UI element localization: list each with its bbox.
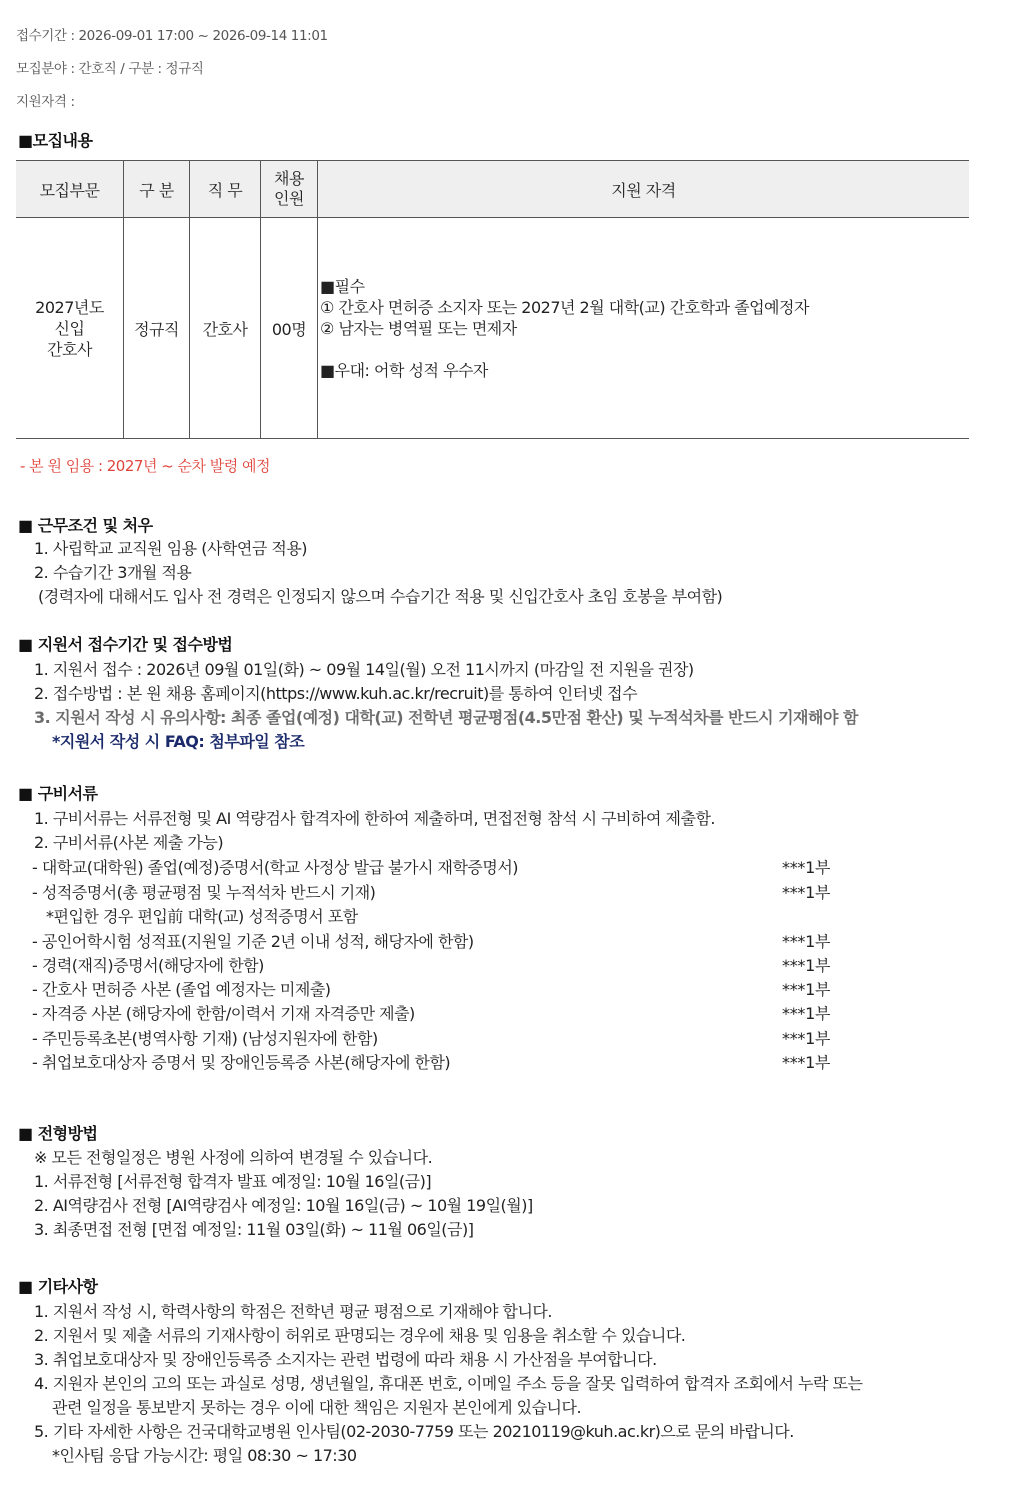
dept-line: 신입 [54, 318, 85, 338]
etc-item: 4. 지원자 본인의 고의 또는 과실로 성명, 생년월일, 휴대폰 번호, 이메일 주소 등을 잘못 입력하여 합격자 조회에서 누락 또는 [34, 1374, 863, 1393]
conditions-note: (경력자에 대해서도 입사 전 경력은 인정되지 않으며 수습기간 적용 및 신입간호사 초임 호봉을 부여함) [38, 587, 723, 606]
etc-item: 1. 지원서 작성 시, 학력사항의 학점은 전학년 평균 평점으로 기재해야 합니다. [34, 1302, 552, 1321]
application-period: 접수기간 : 2026-09-01 17:00 ~ 2026-09-14 11:01 [16, 28, 328, 44]
document-copies: ***1부 [782, 858, 831, 877]
cell-job: 간호사 [190, 218, 261, 439]
recruit-field: 모집분야 : 간호직 / 구분 : 정규직 [16, 61, 204, 77]
documents-intro: 1. 구비서류는 서류전형 및 AI 역량검사 합격자에 한하여 제출하며, 면접전형 참석 시 구비하여 제출함. [34, 809, 716, 828]
table-row [16, 218, 969, 439]
document-item: - 대학교(대학원) 졸업(예정)증명서(학교 사정상 발급 불가시 재학증명서) [32, 858, 519, 877]
cell-count: 00명 [261, 218, 318, 439]
appointment-note: - 본 원 임용 : 2027년 ~ 순차 발령 예정 [20, 457, 271, 475]
document-item: - 간호사 면허증 사본 (졸업 예정자는 미제출) [32, 980, 331, 999]
etc-item: 5. 기타 자세한 사항은 건국대학교병원 인사팀(02-2030-7759 또는 20210119@kuh.ac.kr)으로 문의 바랍니다. [34, 1422, 794, 1441]
recruit-section-title: ■모집내용 [18, 131, 93, 150]
etc-hours-note: *인사팀 응답 가능시간: 평일 08:30 ~ 17:30 [52, 1446, 357, 1465]
col-count-line1: 채용 [274, 169, 304, 188]
cell-type: 정규직 [124, 218, 190, 439]
selection-notice: ※ 모든 전형일정은 병원 사정에 의하여 변경될 수 있습니다. [34, 1148, 433, 1167]
application-title: ■ 지원서 접수기간 및 접수방법 [18, 635, 233, 654]
col-type: 구 분 [124, 161, 190, 218]
conditions-item: 1. 사립학교 교직원 임용 (사학연금 적용) [34, 539, 308, 558]
recruit-table [16, 160, 969, 439]
document-copies: ***1부 [782, 1053, 831, 1072]
col-job: 직 무 [190, 161, 261, 218]
documents-intro: 2. 구비서류(사본 제출 가능) [34, 833, 224, 852]
application-item: 2. 접수방법 : 본 원 채용 홈페이지(https://www.kuh.ac.kr/recruit)를 통하여 인터넷 접수 [34, 684, 638, 703]
application-item: 1. 지원서 접수 : 2026년 09월 01일(화) ~ 09월 14일(월) 오전 11시까지 (마감일 전 지원을 권장) [34, 660, 694, 679]
application-faq: *지원서 작성 시 FAQ: 첨부파일 참조 [52, 732, 305, 751]
etc-item-continued: 관련 일정을 통보받지 못하는 경우 이에 대한 책임은 지원자 본인에게 있습니다. [52, 1398, 582, 1417]
dept-line: 간호사 [47, 339, 92, 359]
qual-required-title: ■필수 [320, 276, 365, 296]
col-count [261, 161, 318, 218]
selection-item: 3. 최종면접 전형 [면접 예정일: 11월 03일(화) ~ 11월 06일(금)] [34, 1220, 474, 1239]
col-count-line2: 인원 [274, 189, 304, 208]
document-copies: ***1부 [782, 980, 831, 999]
document-copies: ***1부 [782, 1004, 831, 1023]
qual-preferred: ■우대: 어학 성적 우수자 [320, 360, 488, 380]
document-item: - 공인어학시험 성적표(지원일 기준 2년 이내 성적, 해당자에 한함) [32, 932, 474, 951]
cell-dept [16, 218, 124, 439]
qual-item: ② 남자는 병역필 또는 면제자 [320, 318, 517, 338]
col-qualification: 지원 자격 [318, 161, 970, 218]
etc-item: 3. 취업보호대상자 및 장애인등록증 소지자는 관련 법령에 따라 채용 시 가산점을 부여합니다. [34, 1350, 657, 1369]
document-subnote: *편입한 경우 편입前 대학(교) 성적증명서 포함 [46, 907, 358, 926]
qual-item: ① 간호사 면허증 소지자 또는 2027년 2월 대학(교) 간호학과 졸업예정자 [320, 297, 809, 317]
etc-title: ■ 기타사항 [18, 1277, 98, 1296]
application-caution: 3. 지원서 작성 시 유의사항: 최종 졸업(예정) 대학(교) 전학년 평균평점(4.5만점 환산) 및 누적석차를 반드시 기재해야 함 [34, 708, 858, 727]
document-item: - 취업보호대상자 증명서 및 장애인등록증 사본(해당자에 한함) [32, 1053, 451, 1072]
qualification-label: 지원자격 : [16, 94, 75, 110]
recruit-table-header [16, 161, 969, 218]
selection-title: ■ 전형방법 [18, 1124, 98, 1143]
dept-line: 2027년도 [35, 297, 104, 317]
document-copies: ***1부 [782, 956, 831, 975]
selection-item: 2. AI역량검사 전형 [AI역량검사 예정일: 10월 16일(금) ~ 10월 19일(월)] [34, 1196, 533, 1215]
documents-title: ■ 구비서류 [18, 784, 98, 803]
col-dept: 모집부문 [16, 161, 124, 218]
document-item: - 주민등록초본(병역사항 기재) (남성지원자에 한함) [32, 1029, 378, 1048]
cell-qualification [318, 218, 970, 439]
document-item: - 성적증명서(총 평균평점 및 누적석차 반드시 기재) [32, 883, 376, 902]
conditions-title: ■ 근무조건 및 처우 [18, 516, 153, 535]
conditions-item: 2. 수습기간 3개월 적용 [34, 563, 192, 582]
document-item: - 경력(재직)증명서(해당자에 한함) [32, 956, 264, 975]
document-copies: ***1부 [782, 1029, 831, 1048]
document-item: - 자격증 사본 (해당자에 한함/이력서 기재 자격증만 제출) [32, 1004, 415, 1023]
document-copies: ***1부 [782, 883, 831, 902]
document-copies: ***1부 [782, 932, 831, 951]
selection-item: 1. 서류전형 [서류전형 합격자 발표 예정일: 10월 16일(금)] [34, 1172, 432, 1191]
etc-item: 2. 지원서 및 제출 서류의 기재사항이 허위로 판명되는 경우에 채용 및 임용을 취소할 수 있습니다. [34, 1326, 686, 1345]
